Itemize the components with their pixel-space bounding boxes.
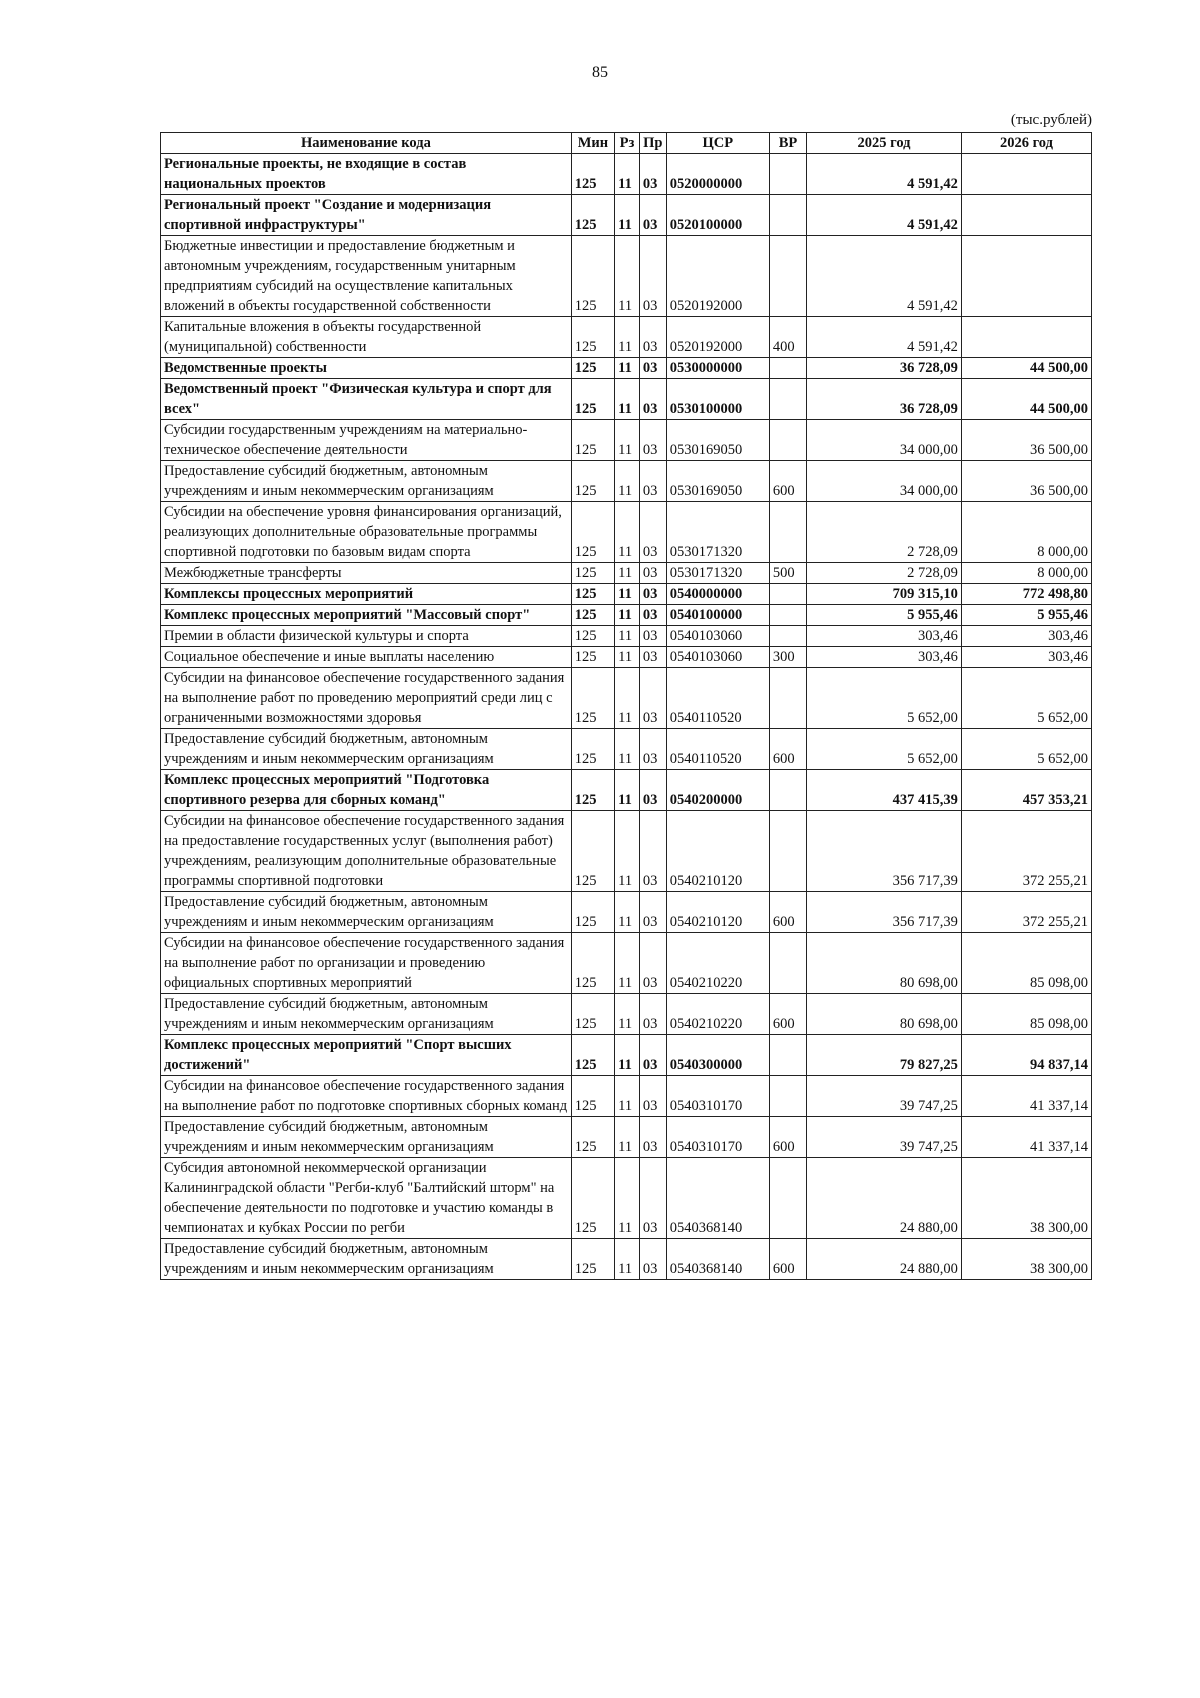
- cell-rz: 11: [615, 1158, 640, 1239]
- header-vr: ВР: [769, 133, 806, 154]
- cell-min: 125: [571, 1076, 614, 1117]
- cell-y2025: 80 698,00: [807, 994, 962, 1035]
- cell-vr: [769, 811, 806, 892]
- cell-min: 125: [571, 770, 614, 811]
- cell-pr: 03: [639, 317, 666, 358]
- cell-vr: [769, 236, 806, 317]
- cell-csr: 0540110520: [666, 729, 769, 770]
- cell-min: 125: [571, 994, 614, 1035]
- cell-csr: 0540110520: [666, 668, 769, 729]
- cell-csr: 0540103060: [666, 647, 769, 668]
- cell-min: 125: [571, 933, 614, 994]
- cell-min: 125: [571, 420, 614, 461]
- cell-rz: 11: [615, 647, 640, 668]
- cell-y2026: [961, 236, 1091, 317]
- cell-y2026: [961, 154, 1091, 195]
- cell-pr: 03: [639, 626, 666, 647]
- cell-csr: 0540368140: [666, 1239, 769, 1280]
- cell-min: 125: [571, 1035, 614, 1076]
- cell-min: 125: [571, 563, 614, 584]
- table-row: [161, 379, 1092, 420]
- cell-rz: 11: [615, 1076, 640, 1117]
- cell-min: 125: [571, 317, 614, 358]
- cell-y2026: 38 300,00: [961, 1158, 1091, 1239]
- cell-y2025: 356 717,39: [807, 811, 962, 892]
- table-row: [161, 668, 1092, 729]
- cell-y2026: 85 098,00: [961, 994, 1091, 1035]
- cell-y2025: 2 728,09: [807, 563, 962, 584]
- cell-y2026: 772 498,80: [961, 584, 1091, 605]
- cell-rz: 11: [615, 994, 640, 1035]
- cell-y2025: 5 652,00: [807, 668, 962, 729]
- cell-y2025: 2 728,09: [807, 502, 962, 563]
- cell-csr: 0540368140: [666, 1158, 769, 1239]
- budget-table: [160, 132, 1092, 1280]
- cell-y2025: 303,46: [807, 647, 962, 668]
- table-row: [161, 1076, 1092, 1117]
- table-row: [161, 563, 1092, 584]
- cell-vr: [769, 605, 806, 626]
- cell-name: Субсидии государственным учреждениям на материально-техническое обеспечение деятельности: [161, 420, 572, 461]
- cell-rz: 11: [615, 1239, 640, 1280]
- cell-csr: 0530100000: [666, 379, 769, 420]
- cell-csr: 0540100000: [666, 605, 769, 626]
- table-row: [161, 892, 1092, 933]
- cell-name: Предоставление субсидий бюджетным, автономным учреждениям и иным некоммерческим организациям: [161, 892, 572, 933]
- cell-csr: 0540310170: [666, 1117, 769, 1158]
- cell-y2026: 5 652,00: [961, 668, 1091, 729]
- cell-pr: 03: [639, 502, 666, 563]
- cell-vr: 600: [769, 1117, 806, 1158]
- cell-min: 125: [571, 626, 614, 647]
- cell-pr: 03: [639, 770, 666, 811]
- cell-y2026: 36 500,00: [961, 420, 1091, 461]
- cell-pr: 03: [639, 668, 666, 729]
- cell-y2026: 94 837,14: [961, 1035, 1091, 1076]
- cell-rz: 11: [615, 811, 640, 892]
- cell-y2025: 5 955,46: [807, 605, 962, 626]
- table-row: [161, 195, 1092, 236]
- header-pr: Пр: [639, 133, 666, 154]
- cell-y2025: 24 880,00: [807, 1158, 962, 1239]
- cell-csr: 0540000000: [666, 584, 769, 605]
- cell-y2025: 709 315,10: [807, 584, 962, 605]
- cell-vr: [769, 626, 806, 647]
- cell-pr: 03: [639, 647, 666, 668]
- cell-name: Предоставление субсидий бюджетным, автономным учреждениям и иным некоммерческим организациям: [161, 994, 572, 1035]
- cell-vr: [769, 1076, 806, 1117]
- cell-csr: 0520100000: [666, 195, 769, 236]
- table-row: [161, 811, 1092, 892]
- cell-min: 125: [571, 502, 614, 563]
- cell-y2025: 437 415,39: [807, 770, 962, 811]
- table-row: [161, 770, 1092, 811]
- cell-vr: [769, 379, 806, 420]
- cell-y2025: 36 728,09: [807, 358, 962, 379]
- cell-name: Региональный проект "Создание и модернизация спортивной инфраструктуры": [161, 195, 572, 236]
- table-body: [161, 154, 1092, 1280]
- cell-rz: 11: [615, 195, 640, 236]
- cell-min: 125: [571, 892, 614, 933]
- cell-vr: [769, 358, 806, 379]
- cell-pr: 03: [639, 892, 666, 933]
- cell-min: 125: [571, 358, 614, 379]
- cell-min: 125: [571, 729, 614, 770]
- cell-rz: 11: [615, 770, 640, 811]
- cell-name: Предоставление субсидий бюджетным, автономным учреждениям и иным некоммерческим организациям: [161, 1239, 572, 1280]
- cell-y2025: 79 827,25: [807, 1035, 962, 1076]
- cell-rz: 11: [615, 379, 640, 420]
- cell-y2026: 303,46: [961, 626, 1091, 647]
- cell-pr: 03: [639, 154, 666, 195]
- cell-csr: 0540310170: [666, 1076, 769, 1117]
- cell-rz: 11: [615, 1035, 640, 1076]
- cell-y2026: 41 337,14: [961, 1117, 1091, 1158]
- cell-rz: 11: [615, 461, 640, 502]
- cell-vr: [769, 1158, 806, 1239]
- cell-rz: 11: [615, 892, 640, 933]
- table-row: [161, 502, 1092, 563]
- cell-name: Региональные проекты, не входящие в состав национальных проектов: [161, 154, 572, 195]
- cell-rz: 11: [615, 502, 640, 563]
- cell-y2025: 39 747,25: [807, 1117, 962, 1158]
- cell-csr: 0540210120: [666, 892, 769, 933]
- cell-rz: 11: [615, 358, 640, 379]
- cell-vr: 600: [769, 994, 806, 1035]
- cell-name: Ведомственный проект "Физическая культура и спорт для всех": [161, 379, 572, 420]
- cell-vr: [769, 668, 806, 729]
- cell-pr: 03: [639, 605, 666, 626]
- cell-csr: 0530000000: [666, 358, 769, 379]
- cell-min: 125: [571, 236, 614, 317]
- cell-y2026: 38 300,00: [961, 1239, 1091, 1280]
- cell-name: Межбюджетные трансферты: [161, 563, 572, 584]
- cell-csr: 0540210220: [666, 994, 769, 1035]
- cell-y2026: [961, 317, 1091, 358]
- page-number: 85: [592, 64, 608, 81]
- cell-rz: 11: [615, 236, 640, 317]
- cell-rz: 11: [615, 563, 640, 584]
- cell-csr: 0520192000: [666, 317, 769, 358]
- cell-name: Субсидии на финансовое обеспечение государственного задания на выполнение работ по подготовке спортивных сборных команд: [161, 1076, 572, 1117]
- cell-vr: [769, 195, 806, 236]
- cell-y2026: 457 353,21: [961, 770, 1091, 811]
- cell-min: 125: [571, 811, 614, 892]
- cell-y2025: 4 591,42: [807, 195, 962, 236]
- cell-name: Бюджетные инвестиции и предоставление бюджетным и автономным учреждениям, государственным унитарным предприятиям субсидий на осуществление капитальных вложений в объекты государственной собственности: [161, 236, 572, 317]
- cell-csr: 0530171320: [666, 502, 769, 563]
- table-row: [161, 626, 1092, 647]
- table-row: [161, 584, 1092, 605]
- cell-csr: 0540210220: [666, 933, 769, 994]
- cell-y2026: 303,46: [961, 647, 1091, 668]
- cell-name: Комплекс процессных мероприятий "Массовый спорт": [161, 605, 572, 626]
- cell-name: Ведомственные проекты: [161, 358, 572, 379]
- table-row: [161, 1239, 1092, 1280]
- cell-y2025: 4 591,42: [807, 317, 962, 358]
- cell-vr: [769, 770, 806, 811]
- cell-pr: 03: [639, 563, 666, 584]
- cell-pr: 03: [639, 729, 666, 770]
- cell-name: Предоставление субсидий бюджетным, автономным учреждениям и иным некоммерческим организациям: [161, 729, 572, 770]
- table-row: [161, 933, 1092, 994]
- cell-rz: 11: [615, 1117, 640, 1158]
- units-label: (тыс.рублей): [1010, 112, 1092, 128]
- cell-min: 125: [571, 1239, 614, 1280]
- cell-min: 125: [571, 647, 614, 668]
- cell-pr: 03: [639, 994, 666, 1035]
- cell-y2026: [961, 195, 1091, 236]
- cell-vr: 500: [769, 563, 806, 584]
- cell-name: Комплекс процессных мероприятий "Подготовка спортивного резерва для сборных команд": [161, 770, 572, 811]
- cell-csr: 0540200000: [666, 770, 769, 811]
- cell-y2026: 44 500,00: [961, 358, 1091, 379]
- cell-min: 125: [571, 1117, 614, 1158]
- cell-y2026: 8 000,00: [961, 563, 1091, 584]
- table-row: [161, 605, 1092, 626]
- cell-vr: [769, 1035, 806, 1076]
- table-row: [161, 420, 1092, 461]
- cell-min: 125: [571, 668, 614, 729]
- cell-csr: 0540210120: [666, 811, 769, 892]
- cell-y2026: 85 098,00: [961, 933, 1091, 994]
- cell-rz: 11: [615, 584, 640, 605]
- cell-rz: 11: [615, 626, 640, 647]
- table-row: [161, 236, 1092, 317]
- header-2026: 2026 год: [961, 133, 1091, 154]
- cell-pr: 03: [639, 236, 666, 317]
- cell-name: Предоставление субсидий бюджетным, автономным учреждениям и иным некоммерческим организациям: [161, 461, 572, 502]
- cell-vr: 600: [769, 729, 806, 770]
- header-csr: ЦСР: [666, 133, 769, 154]
- cell-pr: 03: [639, 358, 666, 379]
- cell-pr: 03: [639, 1035, 666, 1076]
- cell-y2025: 4 591,42: [807, 236, 962, 317]
- cell-csr: 0530171320: [666, 563, 769, 584]
- cell-min: 125: [571, 154, 614, 195]
- cell-vr: [769, 154, 806, 195]
- cell-min: 125: [571, 605, 614, 626]
- header-rz: Рз: [615, 133, 640, 154]
- cell-pr: 03: [639, 933, 666, 994]
- cell-y2025: 5 652,00: [807, 729, 962, 770]
- cell-y2026: 5 652,00: [961, 729, 1091, 770]
- cell-y2025: 356 717,39: [807, 892, 962, 933]
- cell-name: Предоставление субсидий бюджетным, автономным учреждениям и иным некоммерческим организациям: [161, 1117, 572, 1158]
- cell-csr: 0520192000: [666, 236, 769, 317]
- table-row: [161, 317, 1092, 358]
- cell-y2026: 36 500,00: [961, 461, 1091, 502]
- cell-min: 125: [571, 461, 614, 502]
- cell-y2025: 24 880,00: [807, 1239, 962, 1280]
- cell-rz: 11: [615, 420, 640, 461]
- cell-y2025: 80 698,00: [807, 933, 962, 994]
- cell-rz: 11: [615, 668, 640, 729]
- header-row: [161, 133, 1092, 154]
- header-2025: 2025 год: [807, 133, 962, 154]
- cell-y2026: 8 000,00: [961, 502, 1091, 563]
- cell-csr: 0540103060: [666, 626, 769, 647]
- cell-vr: 600: [769, 1239, 806, 1280]
- cell-name: Субсидии на финансовое обеспечение государственного задания на выполнение работ по проведению мероприятий среди лиц с ограниченными возможностями здоровья: [161, 668, 572, 729]
- cell-csr: 0530169050: [666, 461, 769, 502]
- table-row: [161, 1117, 1092, 1158]
- cell-rz: 11: [615, 933, 640, 994]
- cell-pr: 03: [639, 420, 666, 461]
- cell-vr: 300: [769, 647, 806, 668]
- cell-pr: 03: [639, 195, 666, 236]
- table-row: [161, 729, 1092, 770]
- cell-csr: 0540300000: [666, 1035, 769, 1076]
- cell-pr: 03: [639, 1117, 666, 1158]
- cell-min: 125: [571, 379, 614, 420]
- cell-min: 125: [571, 1158, 614, 1239]
- table-row: [161, 647, 1092, 668]
- cell-y2026: 372 255,21: [961, 892, 1091, 933]
- cell-name: Социальное обеспечение и иные выплаты населению: [161, 647, 572, 668]
- cell-name: Комплексы процессных мероприятий: [161, 584, 572, 605]
- cell-y2026: 41 337,14: [961, 1076, 1091, 1117]
- header-name: Наименование кода: [161, 133, 572, 154]
- cell-name: Субсидия автономной некоммерческой организации Калининградской области "Регби-клуб "Балтийский шторм" на обеспечение деятельности по подготовке и участию команды в чемпионатах и кубках России по регби: [161, 1158, 572, 1239]
- table-row: [161, 1035, 1092, 1076]
- cell-csr: 0530169050: [666, 420, 769, 461]
- cell-name: Субсидии на обеспечение уровня финансирования организаций, реализующих дополнительные образовательные программы спортивной подготовки по базовым видам спорта: [161, 502, 572, 563]
- cell-name: Комплекс процессных мероприятий "Спорт высших достижений": [161, 1035, 572, 1076]
- cell-y2025: 303,46: [807, 626, 962, 647]
- cell-y2025: 4 591,42: [807, 154, 962, 195]
- cell-vr: 600: [769, 461, 806, 502]
- cell-vr: [769, 502, 806, 563]
- cell-rz: 11: [615, 154, 640, 195]
- cell-name: Капитальные вложения в объекты государственной (муниципальной) собственности: [161, 317, 572, 358]
- cell-pr: 03: [639, 1158, 666, 1239]
- table-row: [161, 461, 1092, 502]
- cell-pr: 03: [639, 1076, 666, 1117]
- cell-vr: [769, 584, 806, 605]
- cell-rz: 11: [615, 317, 640, 358]
- cell-rz: 11: [615, 605, 640, 626]
- cell-y2025: 36 728,09: [807, 379, 962, 420]
- cell-vr: [769, 420, 806, 461]
- cell-min: 125: [571, 195, 614, 236]
- table-row: [161, 1158, 1092, 1239]
- cell-pr: 03: [639, 379, 666, 420]
- table-row: [161, 154, 1092, 195]
- cell-y2025: 39 747,25: [807, 1076, 962, 1117]
- cell-name: Субсидии на финансовое обеспечение государственного задания на выполнение работ по организации и проведению официальных спортивных мероприятий: [161, 933, 572, 994]
- cell-vr: 400: [769, 317, 806, 358]
- cell-pr: 03: [639, 811, 666, 892]
- cell-y2026: 5 955,46: [961, 605, 1091, 626]
- table-row: [161, 358, 1092, 379]
- cell-csr: 0520000000: [666, 154, 769, 195]
- cell-pr: 03: [639, 584, 666, 605]
- header-min: Мин: [571, 133, 614, 154]
- cell-y2026: 372 255,21: [961, 811, 1091, 892]
- table-row: [161, 994, 1092, 1035]
- cell-vr: 600: [769, 892, 806, 933]
- cell-min: 125: [571, 584, 614, 605]
- cell-y2026: 44 500,00: [961, 379, 1091, 420]
- cell-rz: 11: [615, 729, 640, 770]
- cell-y2025: 34 000,00: [807, 420, 962, 461]
- cell-name: Субсидии на финансовое обеспечение государственного задания на предоставление государственных услуг (выполнения работ) учреждениям, реализующим дополнительные образовательные программы спортивной подготовки: [161, 811, 572, 892]
- cell-vr: [769, 933, 806, 994]
- table-header: [161, 133, 1092, 154]
- cell-y2025: 34 000,00: [807, 461, 962, 502]
- cell-pr: 03: [639, 461, 666, 502]
- cell-pr: 03: [639, 1239, 666, 1280]
- cell-name: Премии в области физической культуры и спорта: [161, 626, 572, 647]
